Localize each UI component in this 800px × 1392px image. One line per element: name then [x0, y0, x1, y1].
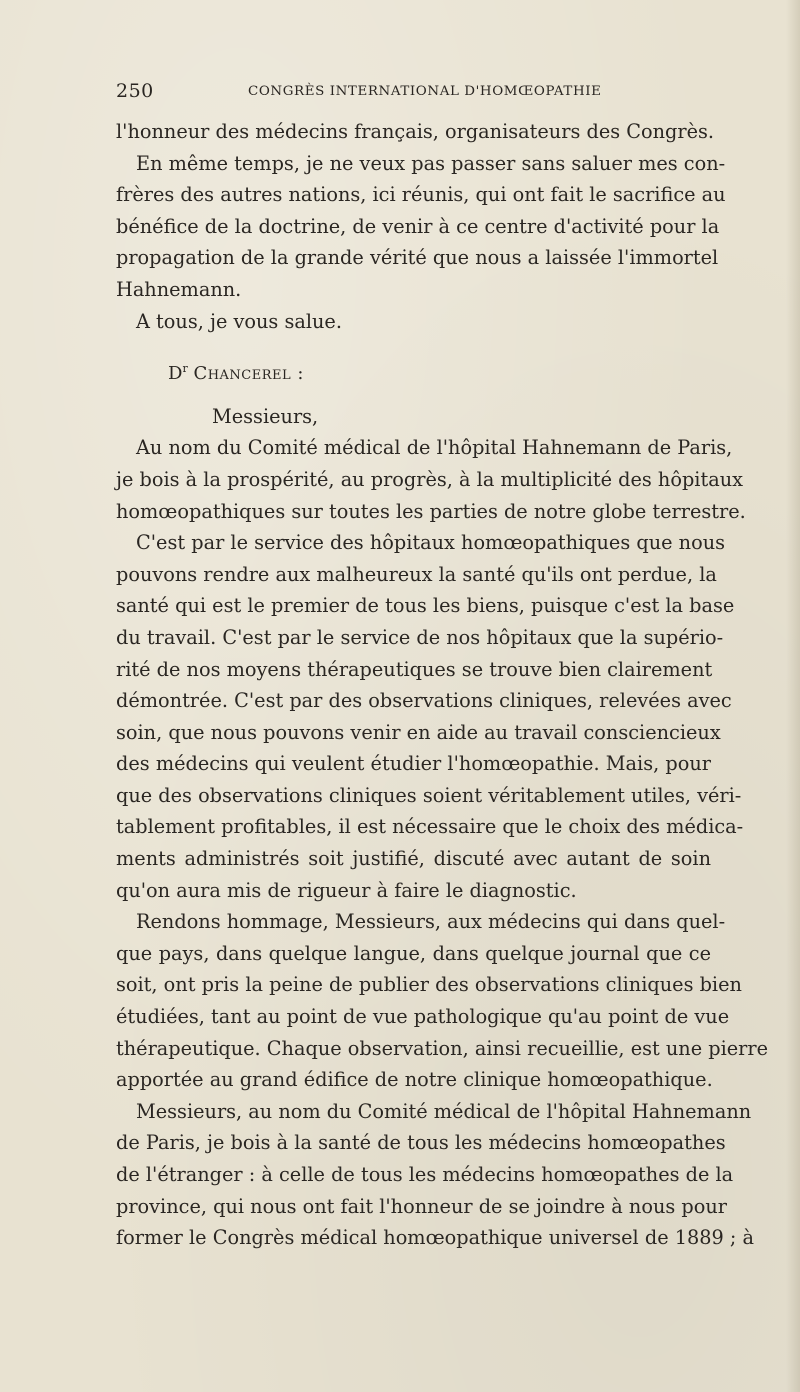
- text-line: je bois à la prospérité, au progrès, à la multiplicité des hôpitaux: [116, 467, 743, 491]
- text-line: former le Congrès médical homœopathique universel de 1889 ; à: [116, 1226, 755, 1250]
- text-line: de Paris, je bois à la santé de tous les médecins homœopathes: [116, 1131, 726, 1155]
- text-line: province, qui nous ont fait l'honneur de se joindre à nous pour: [116, 1194, 727, 1218]
- text-line: Hahnemann.: [116, 277, 242, 301]
- text-line: l'honneur des médecins français, organisateurs des Congrès.: [116, 120, 715, 143]
- speaker-name: Chancerel :: [193, 363, 304, 385]
- text-line: C'est par le service des hôpitaux homœopathiques que nous: [136, 531, 726, 555]
- text-line: soit, ont pris la peine de publier des observations cliniques bien: [116, 973, 742, 997]
- page-edge-shadow: [786, 0, 800, 1392]
- text-line: des médecins qui veulent étudier l'homœopathie. Mais, pour: [116, 752, 711, 776]
- text-line: du travail. C'est par le service de nos hôpitaux que la supério-: [116, 625, 724, 649]
- text-line: bénéfice de la doctrine, de venir à ce centre d'activité pour la: [116, 214, 720, 238]
- speaker-title-sup: r: [182, 362, 188, 376]
- text-line: étudiées, tant au point de vue pathologique qu'au point de vue: [116, 1005, 730, 1029]
- text-line: rité de nos moyens thérapeutiques se trouve bien clairement: [116, 657, 713, 681]
- body-text: [116, 116, 769, 1254]
- speaker-title: D: [168, 363, 183, 385]
- text-line: que des observations cliniques soient véritablement utiles, véri-: [116, 783, 742, 807]
- text-line: pouvons rendre aux malheureux la santé qu'ils ont perdue, la: [116, 562, 717, 586]
- text-line: Messieurs, au nom du Comité médical de l'hôpital Hahnemann: [136, 1099, 752, 1123]
- text-line: démontrée. C'est par des observations cliniques, relevées avec: [116, 689, 732, 713]
- text-line: santé qui est le premier de tous les biens, puisque c'est la base: [116, 594, 735, 618]
- text-line: ments administrés soit justifié, discuté avec autant de soin: [116, 847, 711, 871]
- text-line: que pays, dans quelque langue, dans quelque journal que ce: [116, 941, 711, 965]
- text-line: frères des autres nations, ici réunis, qui ont fait le sacrifice au: [116, 183, 726, 207]
- text-line: apportée au grand édifice de notre clinique homœopathique.: [116, 1068, 713, 1092]
- text-line: A tous, je vous salue.: [136, 309, 342, 333]
- text-line: Rendons hommage, Messieurs, aux médecins qui dans quel-: [136, 910, 726, 934]
- text-line: qu'on aura mis de rigueur à faire le diagnostic.: [116, 878, 577, 902]
- text-line: propagation de la grande vérité que nous a laissée l'immortel: [116, 246, 719, 270]
- text-line: de l'étranger : à celle de tous les médecins homœopathes de la: [116, 1163, 734, 1186]
- text-line: homœopathiques sur toutes les parties de notre globe terrestre.: [116, 499, 746, 523]
- salutation: Messieurs,: [212, 404, 319, 428]
- running-head: [116, 80, 602, 104]
- page-number: 250: [116, 80, 154, 102]
- text-line: Au nom du Comité médical de l'hôpital Hahnemann de Paris,: [136, 436, 733, 460]
- running-title: CONGRÈS INTERNATIONAL D'HOMŒOPATHIE: [248, 84, 602, 99]
- text-line: tablement profitables, il est nécessaire que le choix des médica-: [116, 815, 744, 839]
- text-line: soin, que nous pouvons venir en aide au travail consciencieux: [116, 720, 721, 744]
- text-line: En même temps, je ne veux pas passer sans saluer mes con-: [136, 151, 726, 175]
- speaker-heading: [116, 353, 711, 385]
- text-line: thérapeutique. Chaque observation, ainsi recueillie, est une pierre: [116, 1036, 769, 1060]
